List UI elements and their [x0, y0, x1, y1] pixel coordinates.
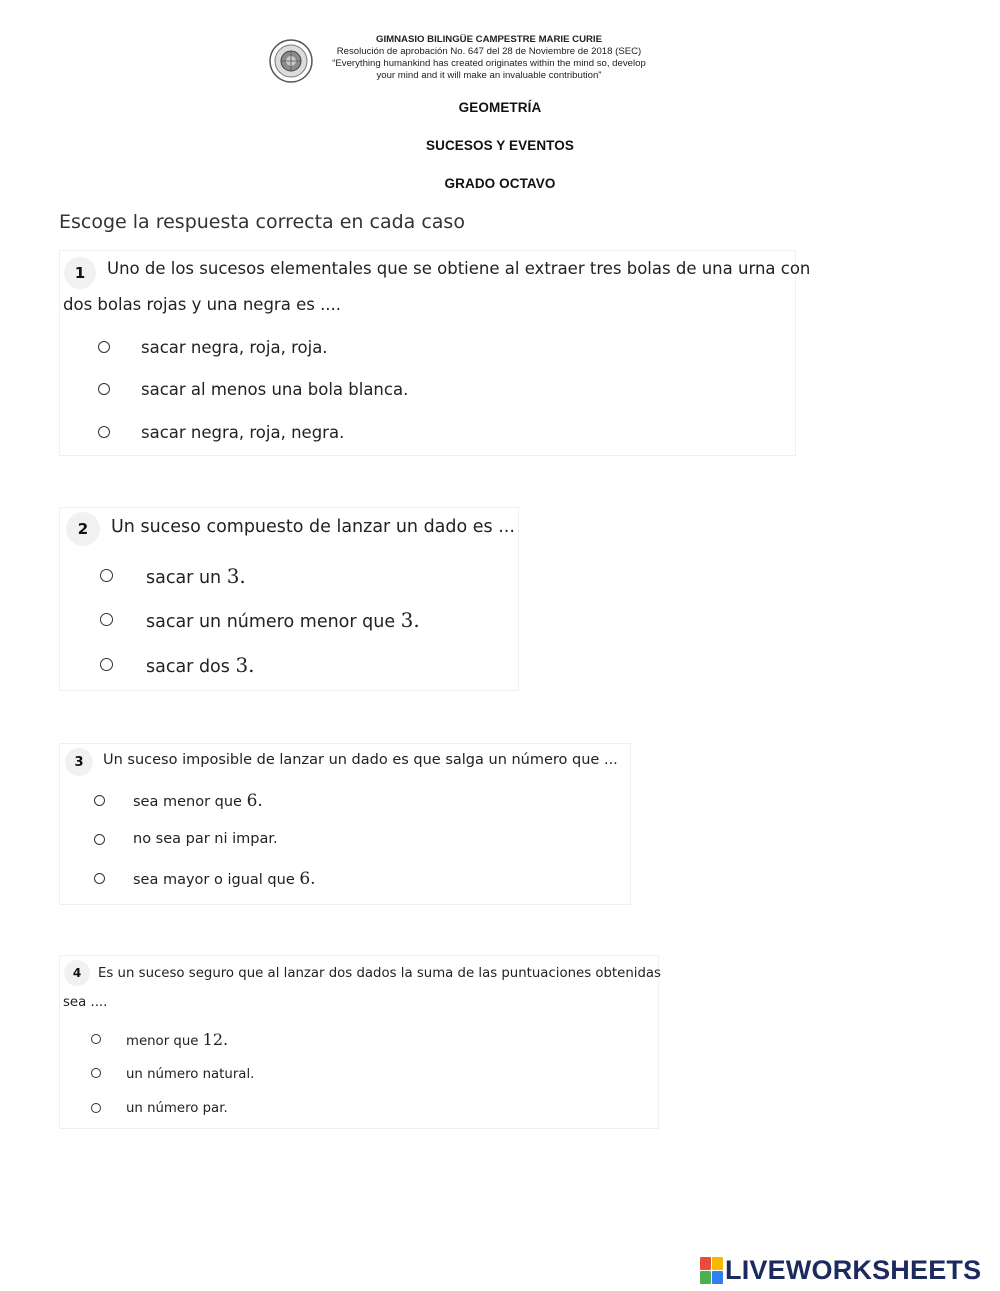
question-card-4 [59, 955, 659, 1129]
instructions-text: Escoge la respuesta correcta en cada caso [59, 211, 465, 233]
option-text[interactable]: sacar al menos una bola blanca. [141, 380, 409, 399]
question-text-line-2: sea .... [63, 995, 108, 1010]
liveworksheets-wordmark: LIVEWORKSHEETS [725, 1254, 982, 1285]
option-radio[interactable] [91, 1034, 101, 1044]
option-text[interactable]: un número par. [126, 1101, 228, 1116]
question-text: Un suceso imposible de lanzar un dado es que salga un número que ... [103, 752, 618, 768]
topic-title: SUCESOS Y EVENTOS [425, 138, 574, 153]
option-text[interactable]: sacar dos 3. [146, 653, 255, 677]
tile [712, 1271, 723, 1284]
question-text: Un suceso compuesto de lanzar un dado es ... [111, 517, 515, 537]
grade-title: GRADO OCTAVO [444, 176, 556, 191]
option-radio[interactable] [100, 613, 113, 626]
motto-line-1: “Everything humankind has created originates within the mind so, develop [332, 58, 646, 69]
school-seal-icon [268, 36, 314, 86]
question-text-line-1: Uno de los sucesos elementales que se obtiene al extraer tres bolas de una urna con [107, 259, 811, 278]
option-text[interactable]: menor que 12. [126, 1030, 229, 1049]
school-header [268, 34, 668, 94]
tile [700, 1271, 711, 1284]
option-radio[interactable] [100, 658, 113, 671]
option-radio[interactable] [98, 426, 110, 438]
school-info [320, 34, 658, 82]
question-number: 1 [64, 257, 96, 289]
liveworksheets-mark-icon [700, 1257, 722, 1283]
tile [700, 1257, 711, 1270]
option-radio[interactable] [98, 383, 110, 395]
option-text[interactable]: sea mayor o igual que 6. [133, 869, 316, 889]
option-radio[interactable] [94, 834, 105, 845]
question-number: 4 [64, 960, 90, 986]
option-radio[interactable] [91, 1103, 101, 1113]
option-text[interactable]: sacar negra, roja, roja. [141, 338, 328, 357]
question-card-2 [59, 507, 519, 691]
motto-line-2: your mind and it will make an invaluable contribution” [376, 70, 602, 81]
resolution-text: Resolución de aprobación No. 647 del 28 de Noviembre de 2018 (SEC) [336, 46, 642, 57]
option-text[interactable]: no sea par ni impar. [133, 831, 278, 847]
question-number: 3 [65, 748, 93, 776]
option-text[interactable]: sacar negra, roja, negra. [141, 423, 345, 442]
option-radio[interactable] [94, 795, 105, 806]
option-radio[interactable] [100, 569, 113, 582]
option-radio[interactable] [98, 341, 110, 353]
option-text[interactable]: sea menor que 6. [133, 791, 263, 811]
option-radio[interactable] [91, 1068, 101, 1078]
option-text[interactable]: un número natural. [126, 1067, 255, 1082]
subject-title: GEOMETRÍA [458, 100, 542, 115]
option-text[interactable]: sacar un 3. [146, 564, 246, 588]
option-text[interactable]: sacar un número menor que 3. [146, 608, 420, 632]
school-name: GIMNASIO BILINGÜE CAMPESTRE MARIE CURIE [376, 34, 602, 45]
question-text-line-1: Es un suceso seguro que al lanzar dos dados la suma de las puntuaciones obtenidas [98, 966, 661, 981]
question-card-1 [59, 250, 811, 456]
question-card-3 [59, 743, 631, 905]
option-radio[interactable] [94, 873, 105, 884]
tile [712, 1257, 723, 1270]
question-number: 2 [66, 512, 100, 546]
question-text-line-2: dos bolas rojas y una negra es .... [63, 295, 342, 314]
liveworksheets-logo [700, 1253, 981, 1287]
